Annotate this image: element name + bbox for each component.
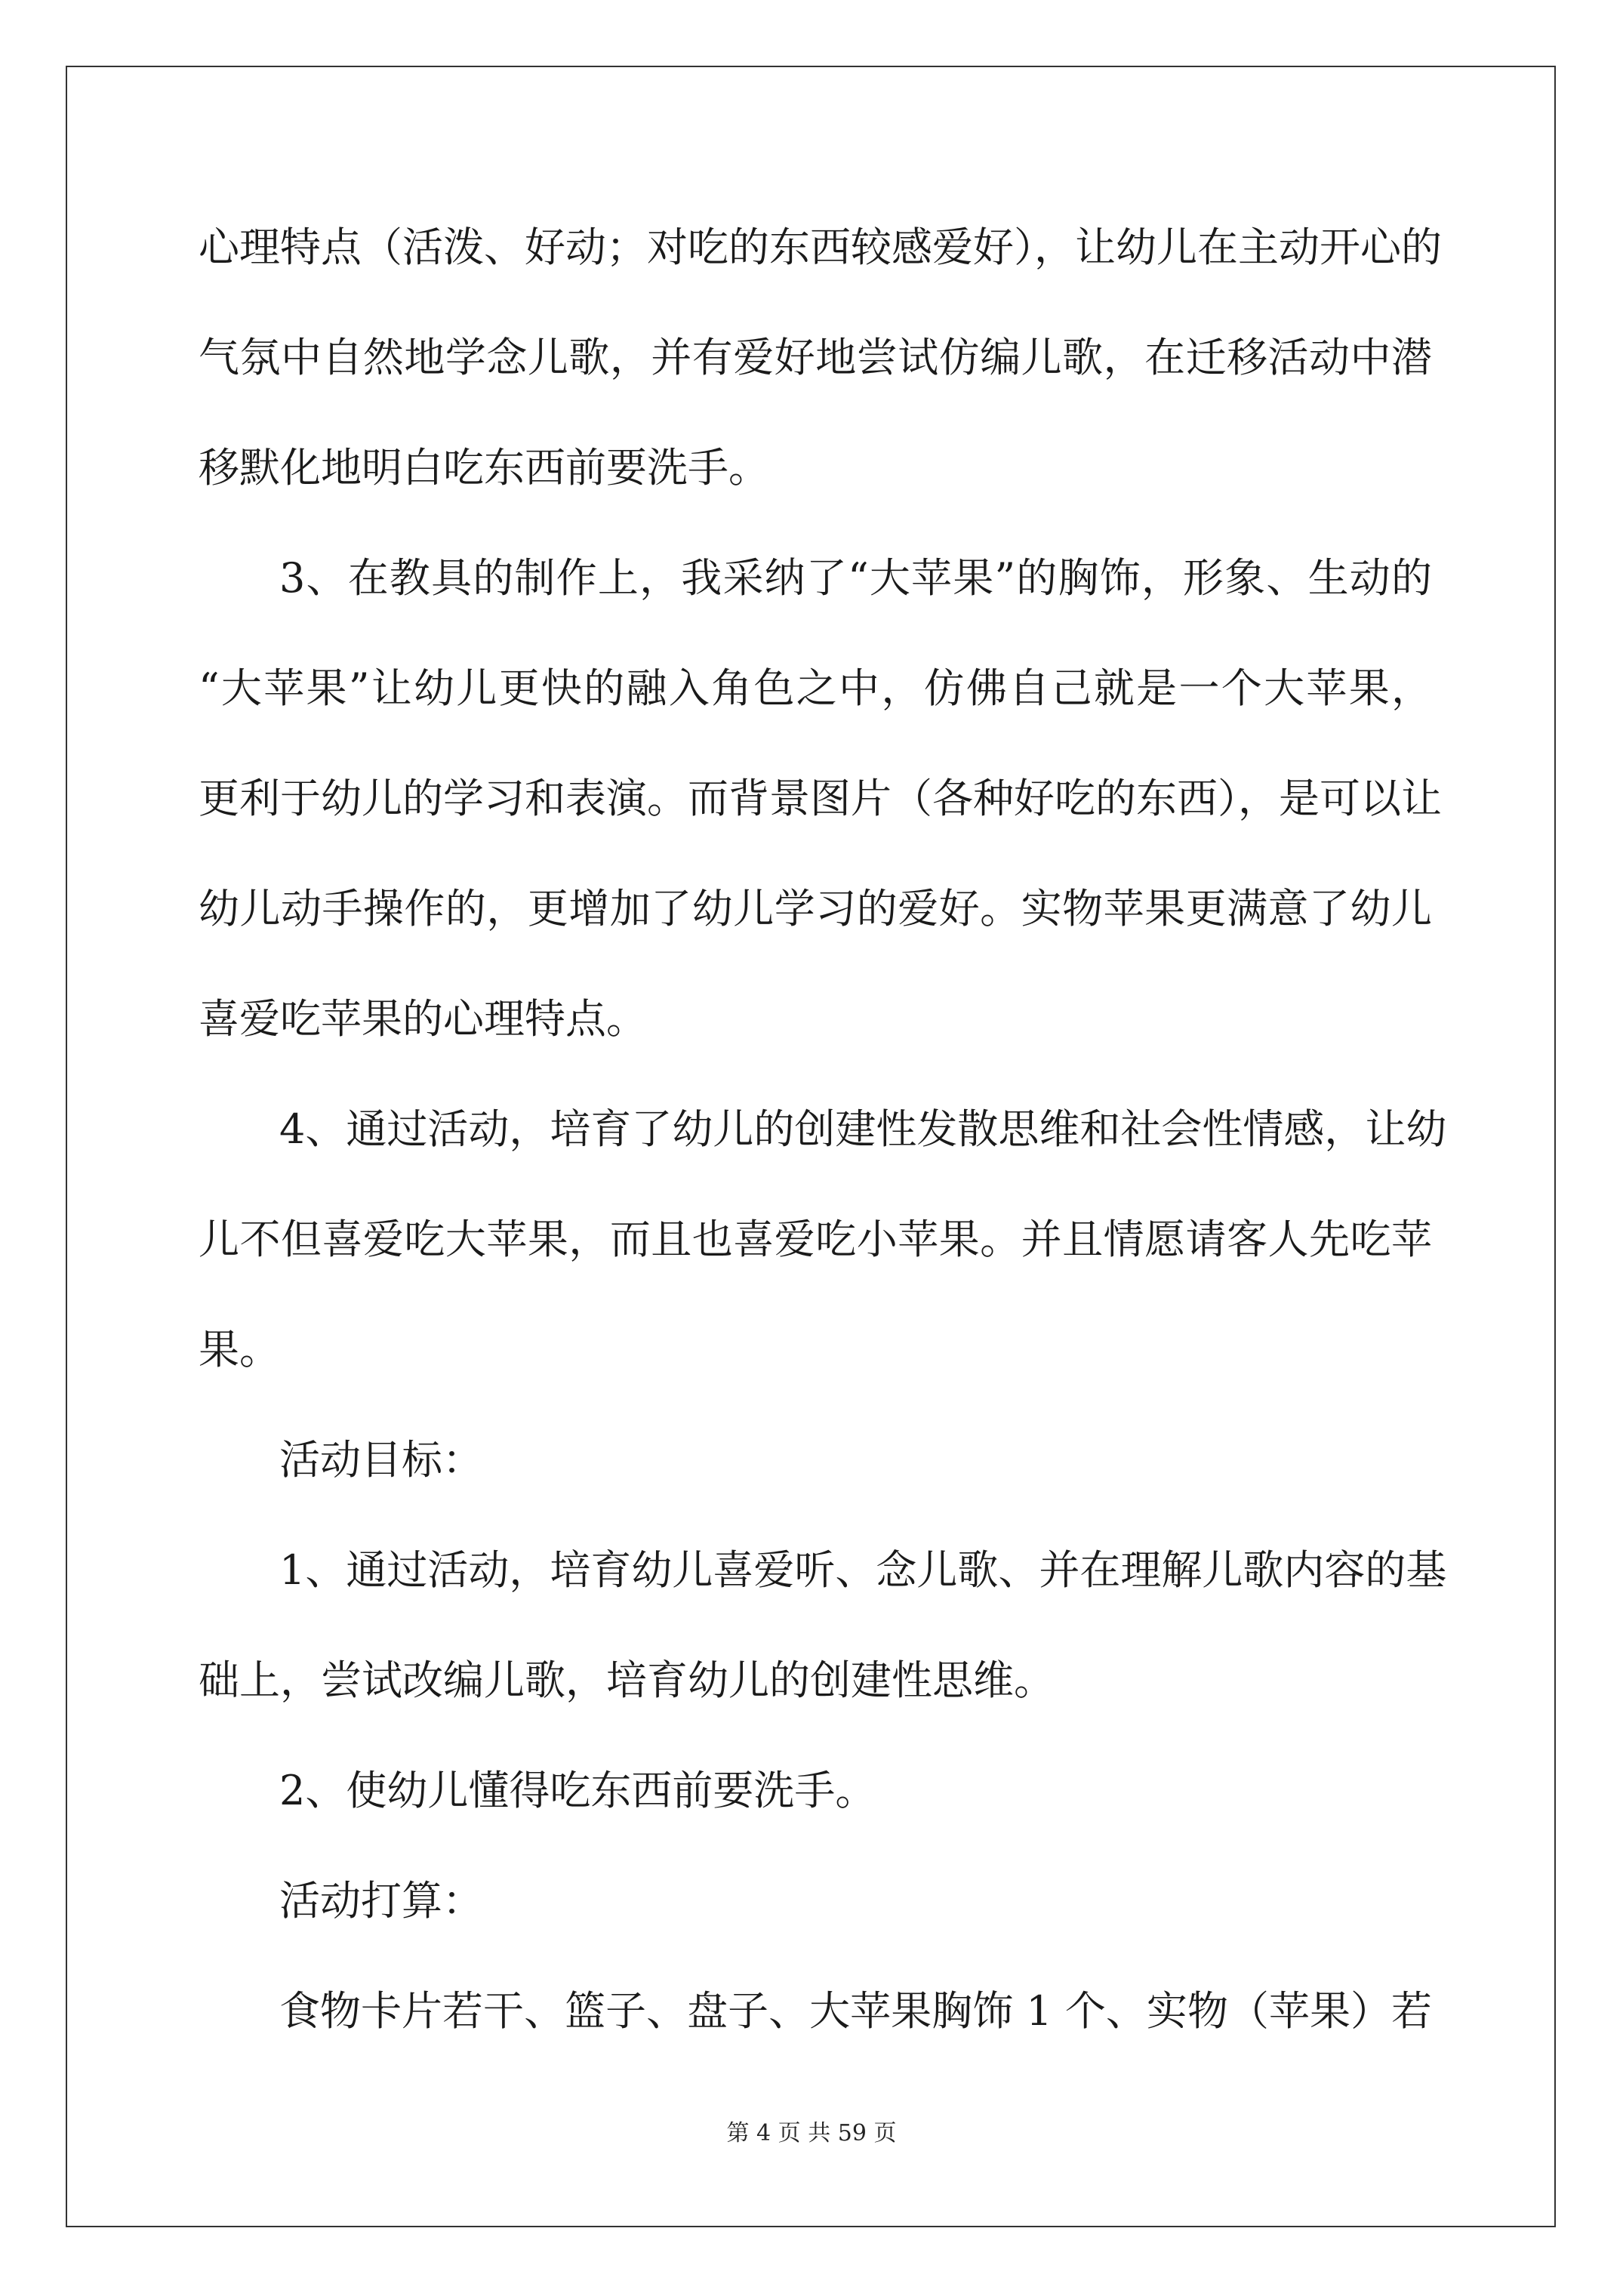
text-line-8: 喜爱吃苹果的心理特点。 (199, 995, 647, 1043)
text-line-14: 础上，尝试改编儿歌，培育幼儿的创建性思维。 (199, 1657, 1055, 1704)
text-line-4: 3、在教具的制作上，我采纳了“大苹果”的胸饰，形象、生动的 (279, 554, 1432, 602)
text-line-3: 移默化地明白吃东西前要洗手。 (199, 444, 769, 492)
text-line-6: 更利于幼儿的学习和表演。而背景图片（各种好吃的东西），是可以让 (199, 775, 1442, 822)
text-line-9: 4、通过活动，培育了幼儿的创建性发散思维和社会性情感，让幼 (279, 1105, 1447, 1153)
text-line-11: 果。 (199, 1326, 280, 1373)
text-line-15: 2、使幼儿懂得吃东西前要洗手。 (279, 1767, 876, 1814)
page-number-footer: 第 4 页 共 59 页 (726, 2120, 897, 2147)
text-line-17: 食物卡片若干、篮子、盘子、大苹果胸饰 1 个、实物（苹果）若 (279, 1987, 1432, 2035)
text-line-13: 1、通过活动，培育幼儿喜爱听、念儿歌、并在理解儿歌内容的基 (279, 1546, 1447, 1594)
section-heading-goals: 活动目标： (279, 1436, 483, 1484)
text-line-2: 气氛中自然地学念儿歌，并有爱好地尝试仿编儿歌，在迁移活动中潜 (199, 334, 1432, 381)
text-line-10: 儿不但喜爱吃大苹果，而且也喜爱吃小苹果。并且情愿请客人先吃苹 (199, 1216, 1432, 1263)
text-line-5: “大苹果”让幼儿更快的融入角色之中，仿佛自己就是一个大苹果， (199, 664, 1432, 712)
text-line-7: 幼儿动手操作的，更增加了幼儿学习的爱好。实物苹果更满意了幼儿 (199, 885, 1432, 932)
text-line-1: 心理特点（活泼、好动；对吃的东西较感爱好），让幼儿在主动开心的 (199, 223, 1442, 271)
section-heading-preparation: 活动打算： (279, 1877, 483, 1925)
